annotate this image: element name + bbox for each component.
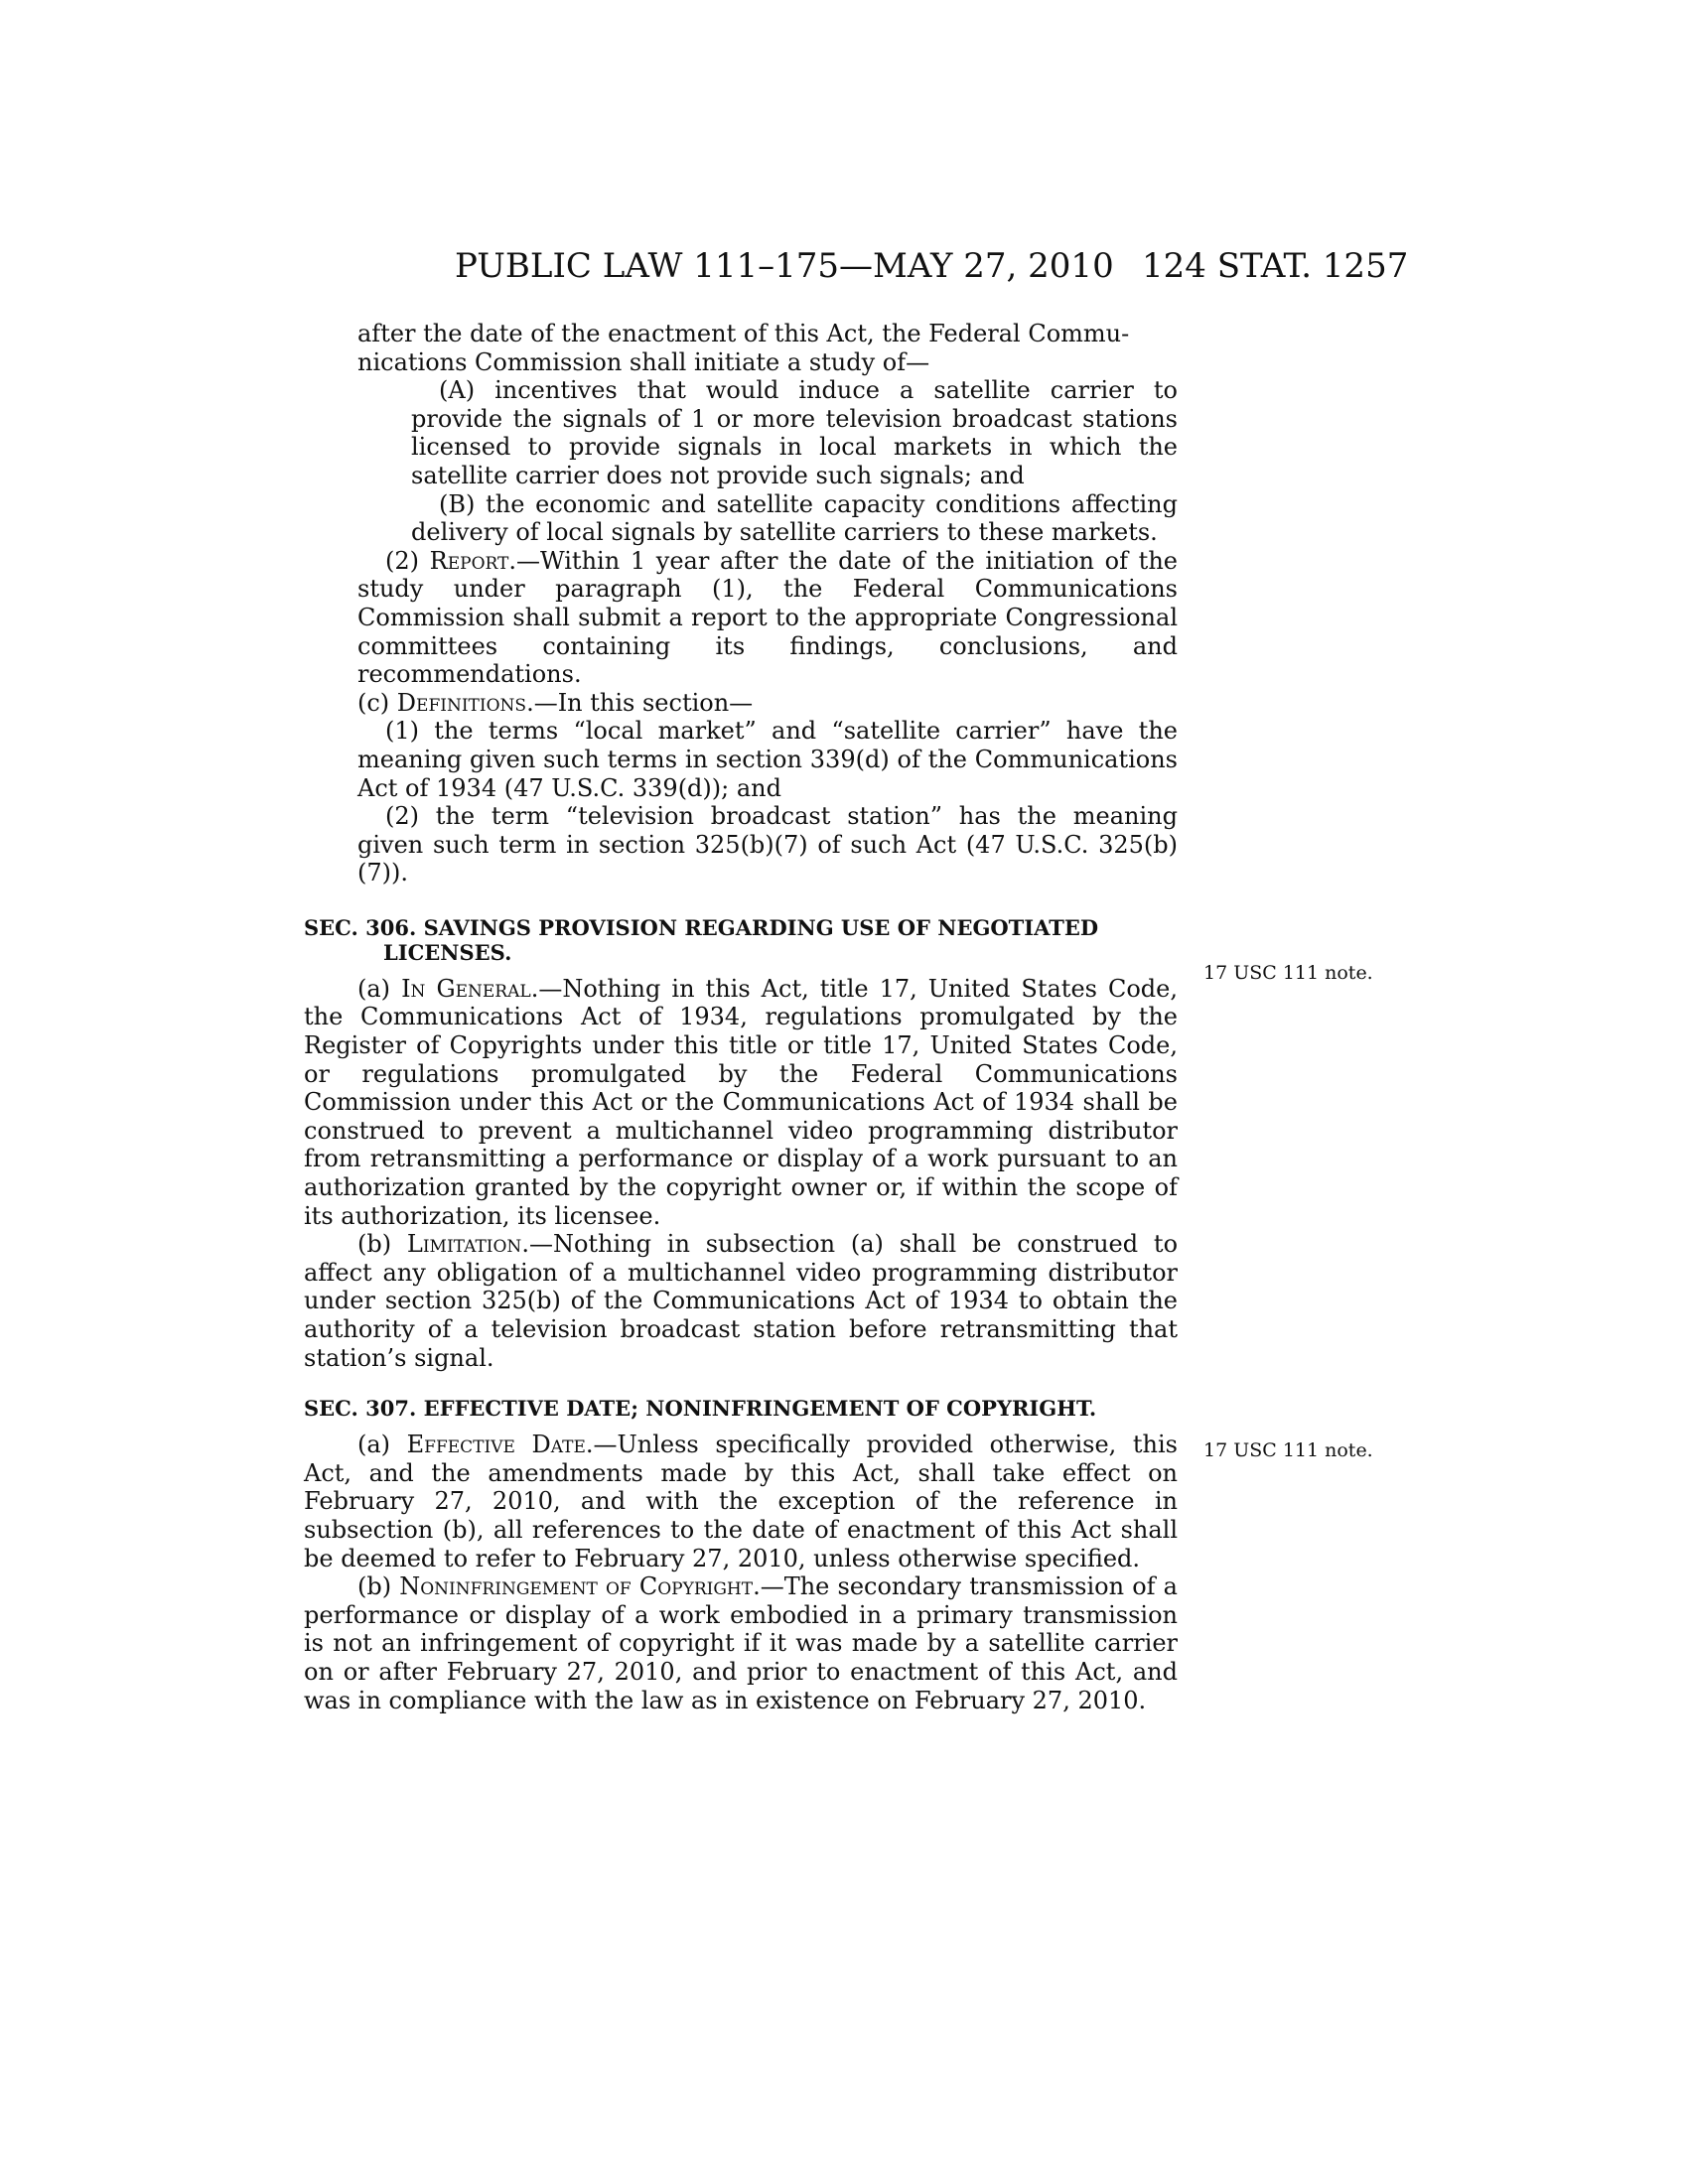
- lead-line-2: nications Commission shall initiate a study of—: [357, 347, 930, 376]
- section-307-heading: [304, 1396, 1178, 1421]
- section-307-b-label: (b): [357, 1572, 400, 1601]
- report-text: .—Within 1 year after the date of the initiation of the study under paragraph (1), the Federal Communications Commission shall submit a report to the appropriate Congressional committees containing its findings, conclusions, and recommendations.: [357, 546, 1178, 689]
- report-heading: Report: [429, 546, 509, 575]
- section-306-heading: [304, 915, 1178, 965]
- section-307-a-label: (a): [357, 1431, 407, 1459]
- section-306-a: [304, 975, 1178, 1230]
- section-306-heading-line-2: LICENSES.: [383, 939, 512, 965]
- item-b: (B) the economic and satellite capacity conditions affecting delivery of local signals by satellite carriers to these markets.: [411, 489, 1178, 547]
- section-306-b-text: .—Nothing in subsection (a) shall be construed to affect any obligation of a multichannel video programming distributor under section 325(b) of the Communications Act of 1934 to obtain the authority of a television broadcast station before retransmitting that station’s signal.: [304, 1230, 1179, 1372]
- section-306-b-heading: Limitation: [406, 1230, 522, 1259]
- section-307-b: [304, 1572, 1178, 1714]
- definitions-heading: Definitions: [396, 688, 527, 717]
- section-307-b-heading: Noninfringement of Copyright: [399, 1572, 754, 1601]
- item-a: (A) incentives that would induce a satellite carrier to provide the signals of 1 or more television broadcast stations licensed to provide signals in local markets in which the satellite carrier does not provide such signals; and: [411, 376, 1178, 489]
- document-body: [304, 320, 1178, 1714]
- section-306-b: [304, 1230, 1178, 1372]
- section-306-heading-line-1: SEC. 306. SAVINGS PROVISION REGARDING USE OF NEGOTIATED: [304, 914, 1099, 940]
- section-307-heading-line: SEC. 307. EFFECTIVE DATE; NONINFRINGEMENT OF COPYRIGHT.: [304, 1396, 1097, 1422]
- section-307-b-text: .—The secondary transmission of a performance or display of a work embodied in a primary transmission is not an infringement of copyright if it was made by a satellite carrier on or after February 27, 2010, and prior to enactment of this Act, and was in compliance with the law as in existence on February 27, 2010.: [304, 1572, 1178, 1714]
- margin-note-sec307: 17 USC 111 note.: [1203, 1439, 1373, 1461]
- definitions-paragraph: [357, 689, 1178, 718]
- definitions-text: .—In this section—: [526, 688, 754, 717]
- section-306-a-heading: In General: [401, 974, 531, 1003]
- section-306-a-label: (a): [357, 974, 402, 1003]
- margin-note-sec306: 17 USC 111 note.: [1203, 962, 1373, 984]
- lead-line-1: after the date of the enactment of this Act, the Federal Commu-: [357, 320, 1130, 347]
- definitions-label: (c): [357, 688, 397, 717]
- definition-item-2: (2) the term “television broadcast station” has the meaning given such term in section 325(b)(7) of such Act (47 U.S.C. 325(b)(7)).: [357, 802, 1178, 887]
- section-306-a-text: .—Nothing in this Act, title 17, United States Code, the Communications Act of 1934, regulations promulgated by the Register of Copyrights under this title or title 17, United States Code, or regulations promulgated by the Federal Communications Commission under this Act or the Communications Act of 1934 shall be construed to prevent a multichannel video programming distributor from retransmitting a performance or display of a work pursuant to an authorization granted by the copyright owner or, if within the scope of its authorization, its licensee.: [304, 974, 1178, 1230]
- report-label: (2): [385, 546, 430, 575]
- section-307-a: [304, 1431, 1178, 1572]
- running-head-page-number: 124 STAT. 1257: [1142, 246, 1409, 286]
- running-head-title: PUBLIC LAW 111–175—MAY 27, 2010: [455, 246, 1114, 286]
- section-307-a-text: .—Unless specifically provided otherwise, this Act, and the amendments made by this Act, shall take effect on February 27, 2010, and with the exception of the reference in subsection (b), all references to the date of enactment of this Act shall be deemed to refer to February 27, 2010, unless otherwise specified.: [304, 1431, 1178, 1572]
- definition-item-1: (1) the terms “local market” and “satellite carrier” have the meaning given such terms in section 339(d) of the Communications Act of 1934 (47 U.S.C. 339(d)); and: [357, 717, 1178, 802]
- report-paragraph: [357, 547, 1178, 689]
- section-306-b-label: (b): [357, 1230, 407, 1259]
- section-307-a-heading: Effective Date: [406, 1431, 586, 1459]
